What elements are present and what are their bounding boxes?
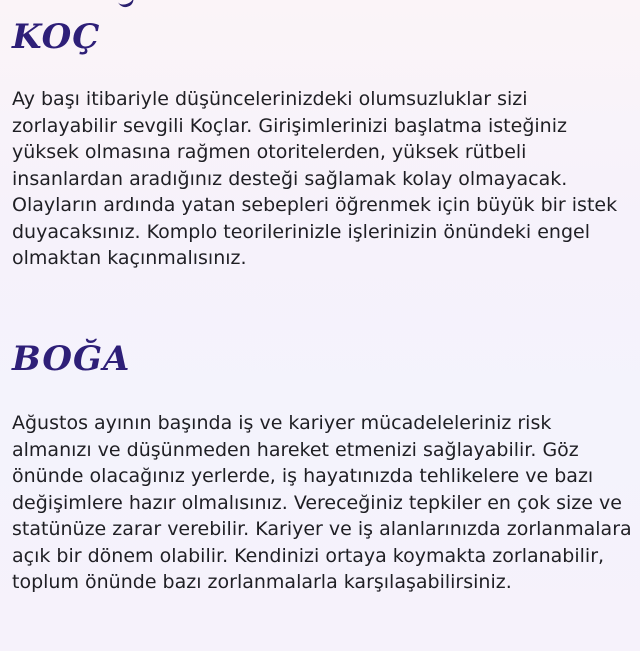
section-title-koc: KOÇ — [12, 17, 101, 57]
previous-section-fragment — [116, 0, 135, 9]
section-text-boga: Ağustos ayının başında iş ve kariyer mücadeleleriniz risk almanızı ve düşünmeden hareket etmenizi sağlayabilir. Göz önünde olacağınız yerlerde, iş hayatınızda tehlikelere ve bazı değişimlere hazır olmalısınız. Vereceğiniz tepkiler en çok size ve statünüze zarar verebilir. Kariyer ve iş alanlarınızda zorlanmalara açık bir dönem olabilir. Kendinizi ortaya koymakta zorlanabilir, toplum önünde bazı zorlanmalarla karşılaşabilirsiniz. — [12, 412, 632, 593]
section-text-koc: Ay başı itibariyle düşüncelerinizdeki olumsuzluklar sizi zorlayabilir sevgili Koçlar. Girişimlerinizi başlatma isteğiniz yüksek olmasına rağmen otoritelerden, yüksek rütbeli insanlardan aradığınız desteği sağlamak kolay olmayacak. Olayların ardında yatan sebepleri öğrenmek için büyük bir istek duyacaksınız. Komplo teorilerinizle işlerinizin önündeki engel olmaktan kaçınmalısınız. — [12, 88, 618, 269]
section-title-boga: BOĞA — [12, 339, 131, 379]
